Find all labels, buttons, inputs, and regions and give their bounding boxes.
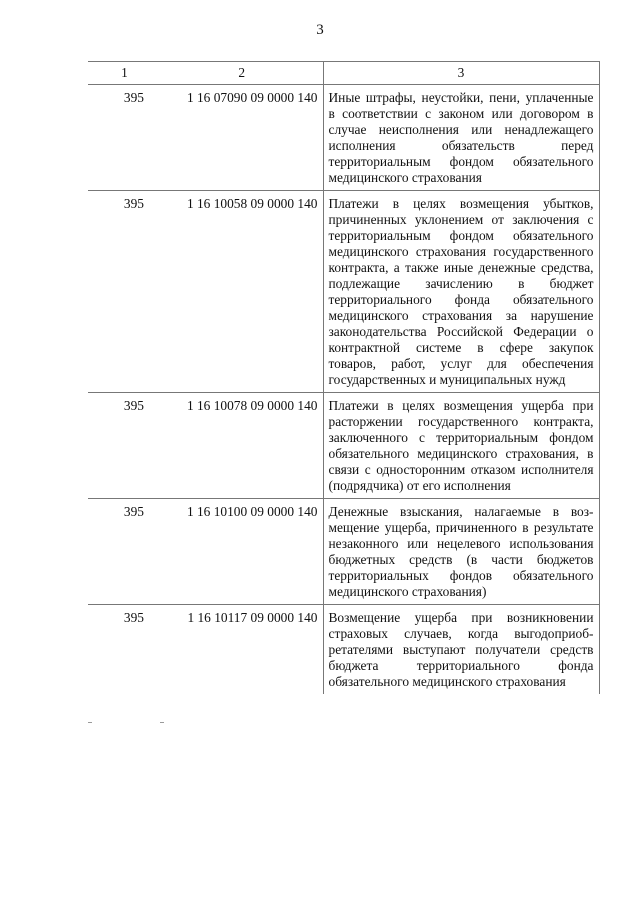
revenue-description-cell: Платежи в целях возмещения ущерба при расторжении государственного контракта, заключенного с территориальным фондом обязательного медицинского страхования, в связи с односторонним отказом исполнителя (подрядчика) от его исполнения bbox=[323, 393, 599, 499]
revenue-description-cell: Платежи в целях возмещения убытков, причиненных уклонением от заключения с территориальным фондом обязательного медицинского страхования государственного контракта, а также иные денежные средства, подлежащие зачислению в бюджет территориального фонда обязательного медицинского страхования за нарушение законодательства Российской Федерации о контрактной системе в сфере закупок товаров, работ, услуг для обеспечения государственных и муниципальных нужд bbox=[323, 191, 599, 393]
table-continuation-mark bbox=[160, 722, 164, 723]
table-row bbox=[88, 85, 599, 191]
column-header-1: 1 bbox=[88, 62, 161, 85]
administrator-code-cell: 395 bbox=[88, 191, 161, 393]
revenue-codes-table bbox=[88, 61, 600, 694]
revenue-description-cell: Денежные взыскания, налагаемые в возмещение ущерба, причиненного в результате незаконного или нецелевого использования бюджетных средств (в части бюджетов территориальных фондов обязательного медицинского страхования) bbox=[323, 499, 599, 605]
table-row bbox=[88, 191, 599, 393]
budget-classification-code-cell: 1 16 10078 09 0000 140 bbox=[161, 393, 323, 499]
administrator-code-cell: 395 bbox=[88, 605, 161, 695]
budget-classification-code-cell: 1 16 10100 09 0000 140 bbox=[161, 499, 323, 605]
administrator-code-cell: 395 bbox=[88, 393, 161, 499]
table-row bbox=[88, 393, 599, 499]
administrator-code-cell: 395 bbox=[123, 90, 144, 105]
administrator-code-cell: 395 bbox=[88, 499, 161, 605]
budget-classification-code-cell: 1 16 07090 09 0000 140 bbox=[186, 90, 318, 105]
table-header-row bbox=[88, 62, 599, 85]
table-continuation-mark bbox=[88, 722, 92, 723]
revenue-description-cell: Иные штрафы, неустойки, пени, уплаченные в соответствии с законом или договором в случае неисполнения или ненадлежащего исполнения обязательств перед территориальным фондом обязательного медицинского страхования bbox=[323, 85, 599, 191]
table-row bbox=[88, 605, 599, 695]
budget-classification-code-cell: 1 16 10058 09 0000 140 bbox=[161, 191, 323, 393]
revenue-description-cell: Возмещение ущерба при возникновении страховых случаев, когда выгодоприобретателями выступают получатели средств бюджета территориального фонда обязательного медицинского страхования bbox=[323, 605, 599, 695]
table-row bbox=[88, 499, 599, 605]
column-header-2: 2 bbox=[161, 62, 323, 85]
budget-classification-code-cell: 1 16 10117 09 0000 140 bbox=[161, 605, 323, 695]
column-header-3: 3 bbox=[323, 62, 599, 85]
page-number: 3 bbox=[316, 22, 324, 38]
